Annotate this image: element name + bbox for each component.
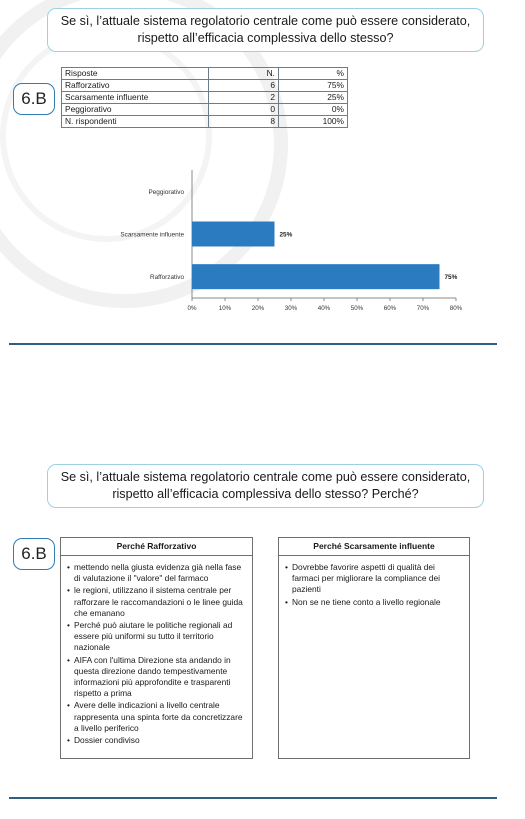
table-cell: 6 xyxy=(209,80,279,92)
table-cell: Rafforzativo xyxy=(62,80,209,92)
list-item: • Dovrebbe favorire aspetti di qualità dei farmaci per migliorare la compliance dei pazienti xyxy=(285,562,463,596)
list-item: • AIFA con l'ultima Direzione sta andando in questa direzione dando tempestivamente informazioni più approfondite e trasparenti rispetto a prima xyxy=(67,655,246,700)
list-item: • Dossier condiviso xyxy=(67,735,246,746)
list-item: • Avere delle indicazioni a livello centrale rappresenta una spinta forte da concretizzare a livello periferico xyxy=(67,700,246,734)
reasons-rafforzativo-box xyxy=(60,537,253,759)
list-item: • Non se ne tiene conto a livello regionale xyxy=(285,597,463,608)
table-cell: 75% xyxy=(279,80,348,92)
x-tick-label: 40% xyxy=(317,305,331,312)
x-tick-label: 30% xyxy=(284,305,298,312)
list-item: • le regioni, utilizzano il sistema centrale per rafforzare le raccomandazioni o le linee guida che emanano xyxy=(67,585,246,619)
divider-line xyxy=(9,343,497,345)
header-cell: Risposte xyxy=(62,68,209,80)
data-label: 25% xyxy=(279,231,293,239)
table-row xyxy=(62,92,348,104)
box-title: Perché Rafforzativo xyxy=(61,538,252,556)
header-cell: % xyxy=(279,68,348,80)
x-tick-label: 80% xyxy=(449,305,463,312)
table-cell: Scarsamente influente xyxy=(62,92,209,104)
section-badge-2: 6.B xyxy=(13,538,55,570)
category-label: Rafforzativo xyxy=(150,274,184,282)
reasons-list xyxy=(67,562,246,746)
box-title: Perché Scarsamente influente xyxy=(279,538,469,556)
x-tick-label: 60% xyxy=(383,305,397,312)
table-cell: N. rispondenti xyxy=(62,116,209,128)
results-table xyxy=(61,67,348,128)
table-cell: 8 xyxy=(209,116,279,128)
table-cell: 100% xyxy=(279,116,348,128)
bar xyxy=(192,264,440,289)
table-row xyxy=(62,104,348,116)
table-row xyxy=(62,80,348,92)
data-label: 75% xyxy=(444,274,458,282)
x-tick-label: 50% xyxy=(350,305,364,312)
table-header-row xyxy=(62,68,348,80)
table-cell: Peggiorativo xyxy=(62,104,209,116)
section-badge: 6.B xyxy=(13,83,55,115)
x-tick-label: 10% xyxy=(218,305,232,312)
bar-chart xyxy=(100,170,470,322)
table-cell: 0 xyxy=(209,104,279,116)
category-label: Peggiorativo xyxy=(148,188,184,196)
x-tick-label: 70% xyxy=(416,305,430,312)
header-cell: N. xyxy=(209,68,279,80)
table-cell: 2 xyxy=(209,92,279,104)
x-tick-label: 20% xyxy=(251,305,265,312)
question-title: Se sì, l’attuale sistema regolatorio centrale come può essere considerato, rispetto all’efficacia complessiva dello stesso? xyxy=(47,8,484,52)
x-tick-label: 0% xyxy=(187,305,197,312)
divider-line-2 xyxy=(9,797,497,799)
reasons-scarsamente-box xyxy=(278,537,470,759)
question-title-2: Se sì, l’attuale sistema regolatorio centrale come può essere considerato, rispetto all’efficacia complessiva dello stesso? Perché? xyxy=(47,464,484,508)
list-item: • Perché può aiutare le politiche regionali ad essere più uniformi su tutto il territorio nazionale xyxy=(67,620,246,654)
category-label: Scarsamente influente xyxy=(120,231,184,239)
table-row xyxy=(62,116,348,128)
reasons-list xyxy=(285,562,463,608)
table-cell: 25% xyxy=(279,92,348,104)
list-item: • mettendo nella giusta evidenza già nella fase di valutazione il "valore" del farmaco xyxy=(67,562,246,584)
table-cell: 0% xyxy=(279,104,348,116)
bar xyxy=(192,222,275,247)
